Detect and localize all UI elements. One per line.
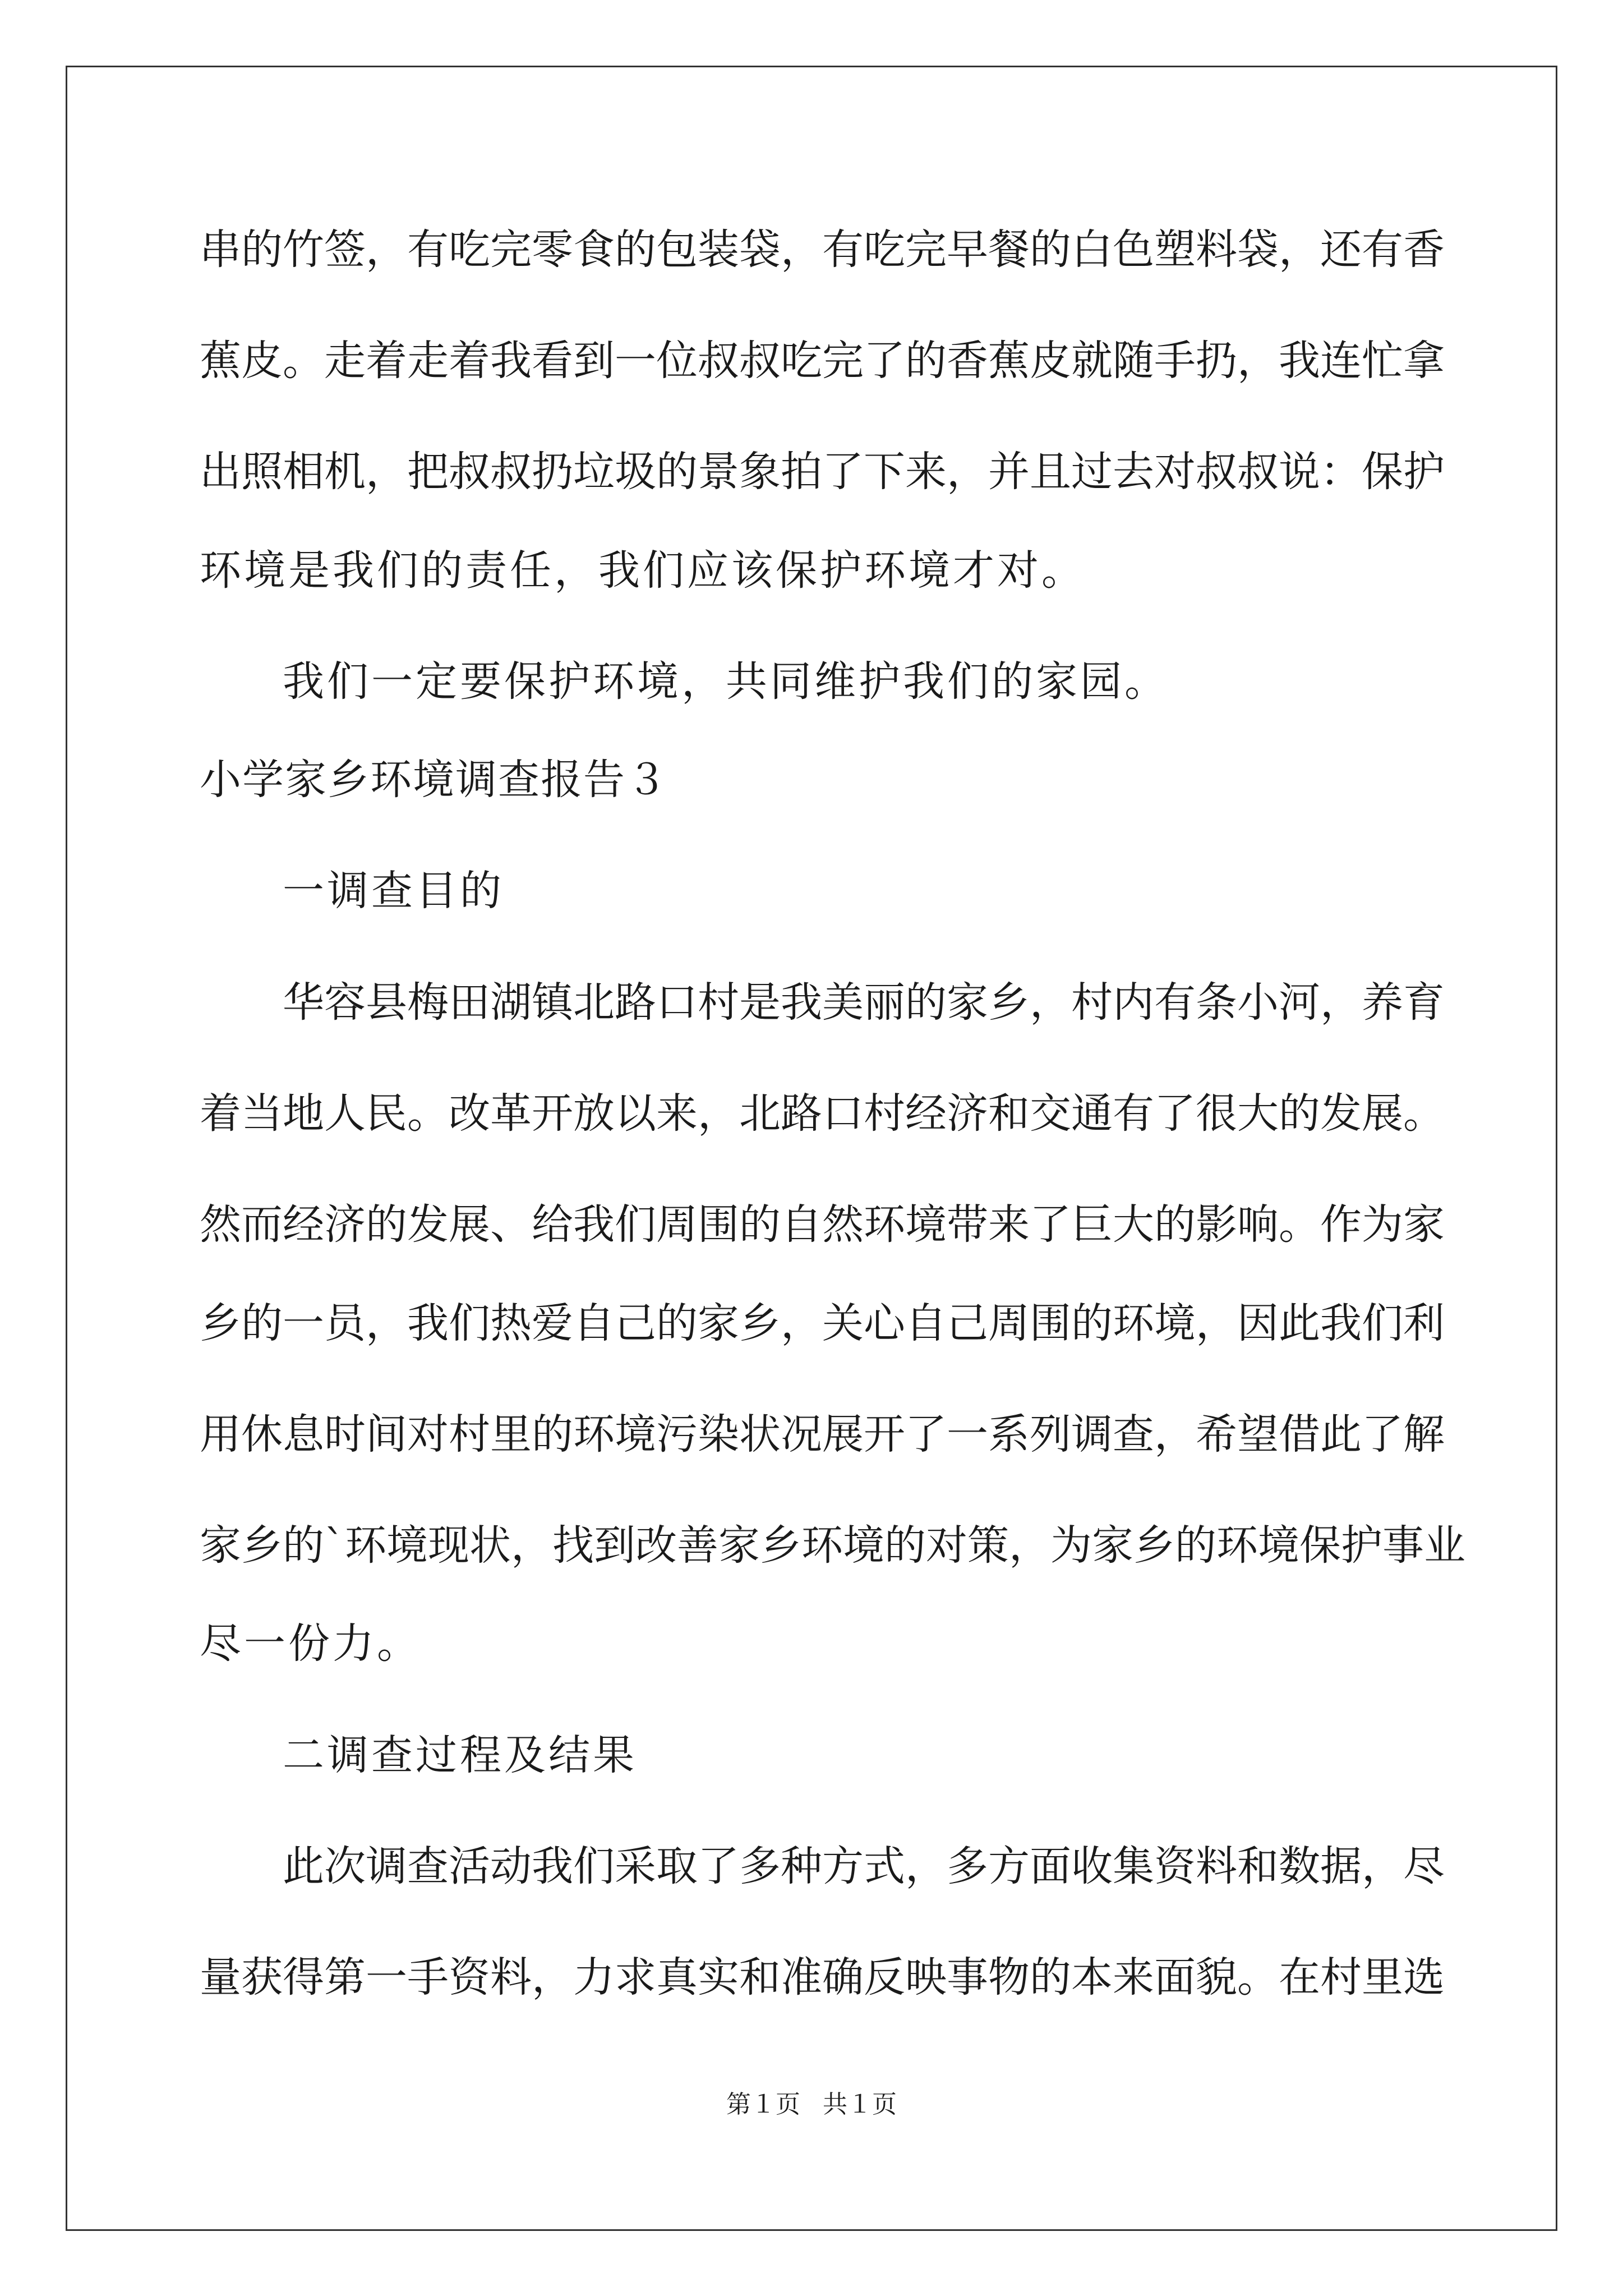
paragraph-line: 蕉皮。走着走着我看到一位叔叔吃完了的香蕉皮就随手扔，我连忙拿 <box>200 337 1445 385</box>
paragraph-line: 着当地人民。改革开放以来，北路口村经济和交通有了很大的发展。 <box>200 1089 1445 1138</box>
paragraph-line: 华容县梅田湖镇北路口村是我美丽的家乡，村内有条小河，养育 <box>283 978 1445 1027</box>
paragraph-line: 然而经济的发展、给我们周围的自然环境带来了巨大的影响。作为家 <box>200 1200 1445 1249</box>
paragraph-line: 出照相机，把叔叔扔垃圾的景象拍了下来，并且过去对叔叔说：保护 <box>200 448 1445 496</box>
paragraph-line: 此次调查活动我们采取了多种方式，多方面收集资料和数据，尽 <box>283 1842 1445 1890</box>
paragraph-line: 环境是我们的责任，我们应该保护环境才对。 <box>200 546 1086 595</box>
paragraph-line: 量获得第一手资料，力求真实和准确反映事物的本来面貌。在村里选 <box>200 1953 1445 2001</box>
paragraph-line: 家乡的`环境现状，找到改善家乡环境的对策，为家乡的环境保护事业 <box>200 1521 1465 1570</box>
paragraph-line: 尽一份力。 <box>200 1619 421 1668</box>
subsection-heading: 一调查目的 <box>283 867 504 915</box>
page-footer <box>0 2088 1623 2122</box>
subsection-heading: 二调查过程及结果 <box>283 1731 637 1779</box>
page-total: 共１页 <box>823 2090 897 2119</box>
paragraph-line: 用休息时间对村里的环境污染状况展开了一系列调查，希望借此了解 <box>200 1410 1445 1458</box>
page-border <box>66 66 1557 2231</box>
page-number: 第１页 <box>726 2090 800 2119</box>
paragraph-line: 串的竹签，有吃完零食的包装袋，有吃完早餐的白色塑料袋，还有香 <box>200 226 1445 274</box>
paragraph-line: 我们一定要保护环境，共同维护我们的家园。 <box>283 657 1169 706</box>
section-title: 小学家乡环境调查报告３ <box>200 756 668 804</box>
paragraph-line: 乡的一员，我们热爱自己的家乡，关心自己周围的环境，因此我们利 <box>200 1299 1445 1347</box>
